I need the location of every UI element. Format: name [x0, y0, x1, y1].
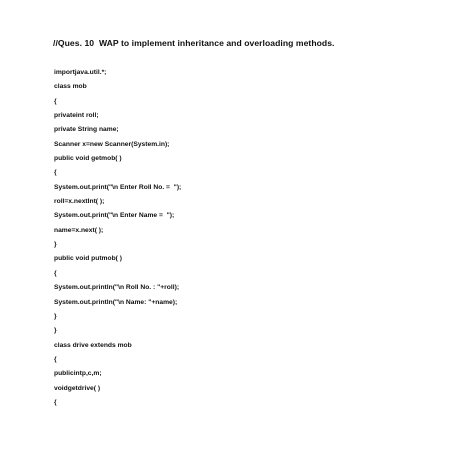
code-line: publicintp,c,m;	[54, 370, 102, 378]
code-line: {	[54, 355, 57, 363]
code-line: }	[54, 312, 57, 320]
code-line: public void putmob( )	[54, 255, 122, 263]
code-line: class drive extends mob	[54, 341, 132, 349]
code-line: System.out.print("\n Enter Name = ");	[54, 212, 175, 220]
code-line: System.out.print("\n Enter Roll No. = ");	[54, 183, 182, 191]
code-line: voidgetdrive( )	[54, 384, 101, 392]
code-listing	[54, 66, 181, 410]
code-line: roll=x.nextInt( );	[54, 198, 105, 206]
code-line: importjava.util.*;	[54, 69, 107, 76]
code-line: }	[54, 241, 57, 249]
code-line: {	[54, 269, 57, 277]
question-heading: //Ques. 10 WAP to implement inheritance and overloading methods.	[53, 38, 335, 48]
code-line: System.out.println("\n Roll No. : "+roll);	[54, 284, 180, 292]
code-line: class mob	[54, 83, 87, 91]
code-line: {	[54, 169, 57, 177]
code-line: }	[54, 327, 57, 335]
code-line: name=x.next( );	[54, 226, 104, 234]
code-line: public void getmob( )	[54, 155, 122, 163]
code-line: private String name;	[54, 126, 119, 134]
code-line: {	[54, 97, 57, 105]
code-line: {	[54, 398, 57, 406]
code-line: Scanner x=new Scanner(System.in);	[54, 140, 170, 148]
code-line: System.out.println("\n Name: "+name);	[54, 298, 178, 306]
code-line: privateint roll;	[54, 112, 99, 120]
